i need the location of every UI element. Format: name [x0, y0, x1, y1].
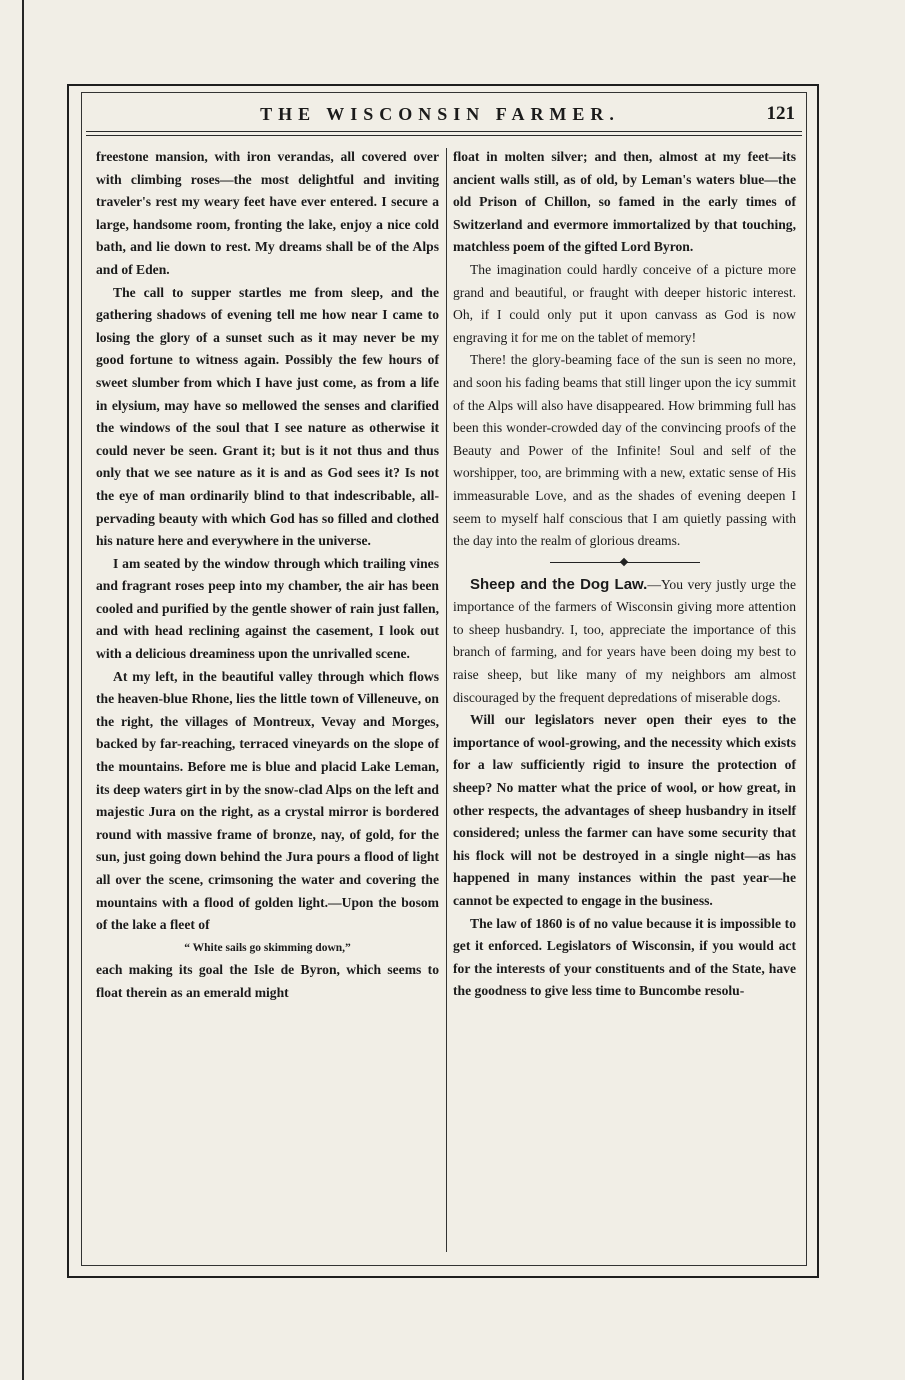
section-heading: Sheep and the Dog Law. [470, 575, 648, 593]
running-header-title: THE WISCONSIN FARMER. [260, 104, 620, 124]
header-rule-top [86, 131, 802, 132]
paragraph: float in molten silver; and then, almost at my feet—its ancient walls still, as of old, by Leman's waters blue—the old Prison of Chillon, so famed in the early times of Switzerland and evermore immortalized by that touching, matchless poem of the gifted Lord Byron. [453, 149, 796, 255]
section-divider [550, 558, 700, 568]
paragraph: The call to supper startles me from sleep, and the gathering shadows of evening tell me how near I came to losing the glory of a sunset such as it may never be my good fortune to witness again. Possibly the few hours of sweet slumber from which I have just come, as from a life in elysium, may have so mellowed the senses and clarified the windows of the soul that I see nature as otherwise it could never be seen. Grant it; but is it not thus and thus only that we see nature as it is and as God sees it? Is not the eye of man ordinarily blind to that indescribable, all-pervading beauty with which God has so filled and clothed his nature here and everywhere in the universe. [96, 284, 439, 549]
paragraph: The imagination could hardly conceive of a picture more grand and beautiful, or fraught with deeper historic interest. Oh, if I could only put it upon canvass as God is now engraving it for me on the tablet of memory! [453, 261, 796, 345]
page-number: 121 [766, 103, 795, 124]
paragraph: There! the glory-beaming face of the sun is seen no more, and soon his fading beams that still linger upon the icy summit of the Alps will also have disappeared. How brimming full has been this wonder-crowded day of the convincing proofs of the Beauty and Power of the Infinite! Soul and self of the worshipper, too, are brimming with a new, extatic sense of His immeasurable Love, and as the shades of evening deepen I seem to myself half conscious that I am quietly passing with the day into the realm of glorious dreams. [453, 352, 796, 549]
left-column [96, 146, 439, 1005]
column-divider [446, 148, 447, 1252]
quotation: “ White sails go skimming down,” [184, 941, 351, 954]
paragraph: The law of 1860 is of no value because it is impossible to get it enforced. Legislators of Wisconsin, if you would act for the interests of your constituents and of the State, have the goodness to give less time to Buncombe resolu- [453, 915, 796, 999]
paragraph: Will our legislators never open their eyes to the importance of wool-growing, and the necessity which exists for a law sufficiently rigid to insure the protection of sheep? No matter what the price of wool, or how great, in other respects, the advantages of sheep husbandry in itself considered; unless the farmer can have some security that his flock will not be destroyed in a single night—as has happened in many instances within the past year—he cannot be expected to engage in the business. [453, 712, 796, 908]
paragraph: each making its goal the Isle de Byron, which seems to float therein as an emerald might [96, 962, 439, 1000]
header-rule-bottom [86, 135, 802, 136]
paragraph: I am seated by the window through which trailing vines and fragrant roses peep into my chamber, the air has been cooled and purified by the gentle shower of rain just fallen, and with head reclining against the casement, I look out with a delicious dreaminess upon the unrivalled scene. [96, 555, 439, 662]
paragraph: freestone mansion, with iron verandas, all covered over with climbing roses—the most delightful and inviting traveler's rest my weary feet have ever entered. I secure a large, handsome room, fronting the lake, enjoy a nice cold bath, and lie down to rest. My dreams shall be of the Alps and of Eden. [96, 149, 439, 277]
diamond-ornament-icon [619, 557, 627, 565]
section-intro-paragraph [453, 574, 796, 710]
page-edge-rule [22, 0, 24, 1380]
right-column [453, 146, 796, 1003]
section-intro-text: —You very justly urge the importance of the farmers of Wisconsin giving more attention to sheep husbandry. I, too, appreciate the importance of this branch of farming, and for years have been doing my best to raise sheep, but like many of my neighbors am almost discouraged by the frequent depredations of miserable dogs. [453, 576, 797, 705]
paragraph: At my left, in the beautiful valley through which flows the heaven-blue Rhone, lies the little town of Villeneuve, on the right, the villages of Montreux, Vevay and Morges, backed by far-reaching, terraced vineyards on the slope of the mountains. Before me is blue and placid Lake Leman, its deep waters girt in by the snow-clad Alps on the left and majestic Jura on the right, as a crystal mirror is bordered round with massive frame of bronze, nay, of gold, for the sun, just going down behind the Jura pours a flood of light all over the scene, crimsoning the water and covering the mountains with a flood of golden light.—Upon the bosom of the lake a fleet of [96, 668, 439, 933]
